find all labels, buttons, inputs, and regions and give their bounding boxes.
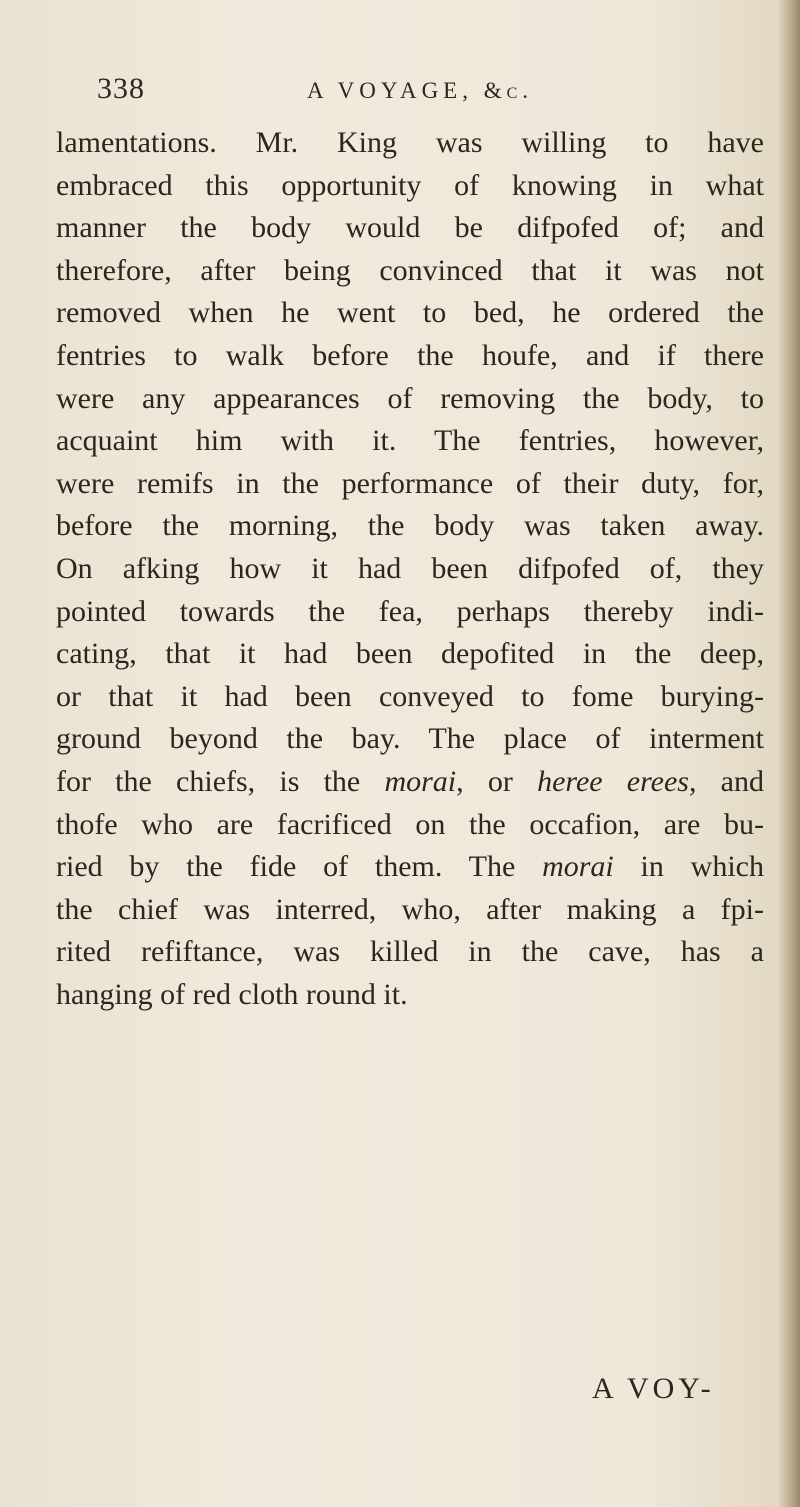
text-segment: , and xyxy=(688,764,764,798)
page-header xyxy=(97,72,567,112)
text-segment: ground beyond the bay. The place of interment xyxy=(56,722,764,756)
text-line xyxy=(56,505,764,548)
text-segment: thofe who are facrificed on the occafion, are bu- xyxy=(56,807,764,841)
text-segment: ried by the fide of them. The xyxy=(56,850,543,884)
text-line xyxy=(56,207,764,250)
text-segment: before the morning, the body was taken away. xyxy=(56,509,764,543)
text-line xyxy=(56,931,764,974)
text-segment: manner the body would be difpofed of; and xyxy=(56,211,764,245)
text-line xyxy=(56,335,764,378)
text-segment: the chief was interred, who, after making a fpi- xyxy=(56,892,764,926)
catchword: A VOY- xyxy=(592,1372,715,1405)
text-line xyxy=(56,846,764,889)
text-segment: in which xyxy=(613,850,764,884)
text-line xyxy=(56,804,764,847)
text-segment: or that it had been conveyed to fome burying- xyxy=(56,679,764,713)
italic-term: heree erees xyxy=(537,764,689,798)
text-segment: acquaint him with it. The fentries, however, xyxy=(56,424,764,458)
text-line xyxy=(56,761,764,804)
text-line xyxy=(56,889,764,932)
text-line xyxy=(56,165,764,208)
text-line xyxy=(56,122,764,165)
text-segment: removed when he went to bed, he ordered the xyxy=(56,296,764,330)
text-segment: were any appearances of removing the body, to xyxy=(56,381,764,415)
text-line xyxy=(56,633,764,676)
text-segment: lamentations. Mr. King was willing to have xyxy=(56,126,764,159)
running-title: A VOYAGE, &c. xyxy=(307,78,534,103)
text-segment: embraced this opportunity of knowing in what xyxy=(56,168,764,202)
text-segment: fentries to walk before the houfe, and if there xyxy=(56,338,764,372)
text-segment: hanging of red cloth round it. xyxy=(56,977,408,1011)
page-number: 338 xyxy=(97,72,145,105)
text-segment: pointed towards the fea, perhaps thereby indi- xyxy=(56,594,764,628)
italic-term: morai xyxy=(384,764,457,798)
text-line xyxy=(56,676,764,719)
text-line xyxy=(56,292,764,335)
text-line xyxy=(56,548,764,591)
text-line xyxy=(56,974,764,1017)
text-line xyxy=(56,378,764,421)
text-segment: therefore, after being convinced that it was not xyxy=(56,253,764,287)
text-line xyxy=(56,420,764,463)
text-segment: rited refiftance, was killed in the cave, has a xyxy=(56,935,764,969)
text-line xyxy=(56,718,764,761)
text-segment: On afking how it had been difpofed of, they xyxy=(56,551,764,585)
text-segment: for the chiefs, is the xyxy=(56,764,385,798)
text-segment: , or xyxy=(456,764,538,798)
text-line xyxy=(56,591,764,634)
text-segment: were remifs in the performance of their duty, for, xyxy=(56,466,764,500)
text-line xyxy=(56,250,764,293)
text-segment: cating, that it had been depofited in the deep, xyxy=(56,637,764,671)
italic-term: morai xyxy=(542,850,614,884)
body-text xyxy=(56,122,764,1016)
page-edge-shadow xyxy=(778,0,800,1507)
text-line xyxy=(56,463,764,506)
